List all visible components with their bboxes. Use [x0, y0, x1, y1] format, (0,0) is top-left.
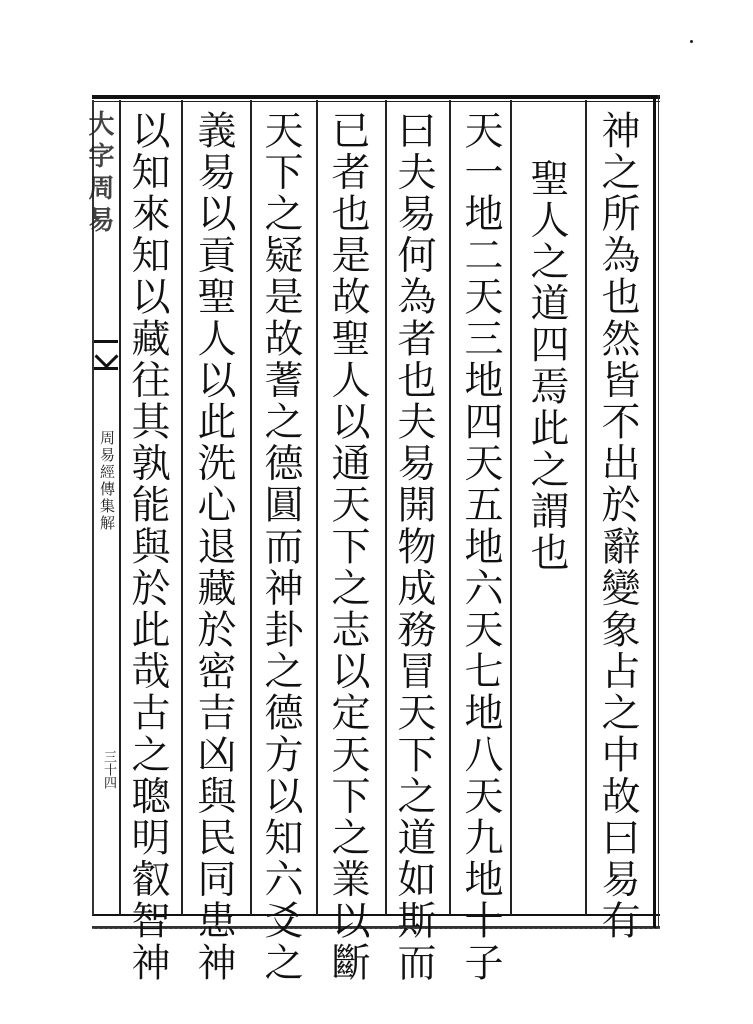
page-number: 三十四: [101, 750, 116, 789]
text-column-4: 曰夫易何為者也夫易開物成務冒天下之道如斯而: [391, 110, 436, 984]
text-column-5: 已者也是故聖人以通天下之志以定天下之業以斷: [325, 110, 370, 984]
gutter-book-title: 周易經傳集解: [98, 430, 116, 532]
text-column-2: 聖人之道四焉此之謂也: [524, 158, 569, 574]
column-divider: [449, 100, 451, 915]
text-column-1: 神之所為也然皆不出於辭變象占之中故曰易有: [595, 110, 640, 942]
frame-top-border: [92, 95, 660, 99]
ink-speck: [690, 40, 693, 43]
column-divider: [510, 100, 512, 915]
frame-bottom-outer-border: [92, 926, 660, 929]
fishtail-mark-icon: [94, 340, 118, 370]
frame-top-inner-border: [92, 101, 660, 102]
text-column-8: 以知來知以藏往其孰能與於此哉古之聰明叡智神: [125, 110, 170, 984]
text-column-3: 天一地二天三地四天五地六天七地八天九地十子: [458, 110, 503, 984]
column-divider: [316, 100, 318, 915]
frame-right-outer-border: [658, 95, 659, 928]
text-column-7: 義易以貢聖人以此洗心退藏於密吉凶與民同患神: [191, 110, 236, 984]
column-divider: [119, 100, 121, 915]
column-divider: [250, 100, 252, 915]
text-column-6: 天下之疑是故蓍之德圓而神卦之德方以知六爻之: [258, 110, 303, 984]
column-divider: [585, 100, 587, 915]
gutter-top-label: 大字周易: [84, 110, 114, 238]
column-divider: [181, 100, 183, 915]
frame-right-border: [653, 95, 656, 928]
column-divider: [385, 100, 387, 915]
frame-bottom-border: [92, 914, 660, 916]
